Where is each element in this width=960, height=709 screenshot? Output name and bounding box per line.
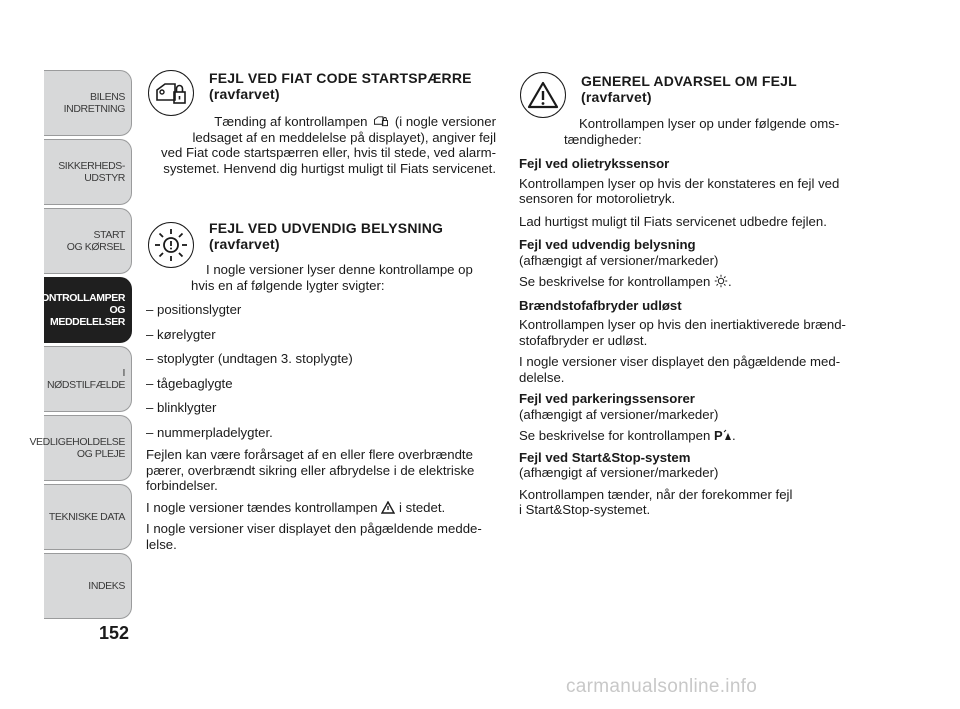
general-warning-icon: [520, 72, 566, 118]
exterior-light-inline-icon: [714, 274, 728, 288]
general-warning-title: GENEREL ADVARSEL OM FEJL (ravfarvet): [581, 73, 797, 105]
tab-sikkerhedsudstyr[interactable]: SIKKERHEDS- UDSTYR: [44, 139, 132, 205]
tab-indeks[interactable]: INDEKS: [44, 553, 132, 619]
tab-bilens-indretning[interactable]: BILENS INDRETNING: [44, 70, 132, 136]
tab-start-og-korsel[interactable]: START OG KØRSEL: [44, 208, 132, 274]
list-item: – positionslygter: [146, 302, 242, 317]
fiat-code-warning-icon: [148, 70, 194, 116]
list-item: – tågebaglygte: [146, 375, 233, 391]
list-item: – blinklygter: [146, 400, 217, 415]
parking-sensor-icon: [714, 428, 732, 442]
fiat-code-body: Tænding af kontrollampen (i nogle versioner ledsaget af en meddelelse på displayet), angiver fejl ved Fiat code startspærren eller, hvis til stede, ved alarm- systemet. Henvend dig hurtigst muligt til Fiats servicenet.: [161, 114, 496, 176]
exterior-lighting-title: FEJL VED UDVENDIG BELYSNING (ravfarvet): [209, 220, 444, 252]
watermark: carmanualsonline.info: [566, 676, 758, 697]
general-warning-body: Kontrollampen lyser op under følgende oms- tændigheder: Fejl ved olietrykssensor Kontrollampen lyser op hvis der konstateres en fejl ved sensoren for motorolietryk. Lad hurtigst muligt til Fiats servicenet udbedre fejlen. Fejl ved udvendig belysning (afhængigt af versioner/markeder) Se beskrivelse for kontrollampen . Brændstofafbryder udløst Kontrollampen lyser op hvis den inertiaktiverede brænd- stofafbryder er udløst. I nogle versioner viser displayet den pågældende med- delelse. Fejl ved parkeringssensorer (afhængigt af versioner/markeder) Se beskrivelse for kontrollampen P . Fejl ved Start&Stop-system (afhængigt af versioner/markeder) Kontrollampen tænder, når der forekommer fejl i Start&Stop-systemet.: [519, 116, 846, 517]
svg-text:P: P: [713, 428, 723, 442]
page-number: 152: [99, 623, 130, 643]
tab-tekniske-data[interactable]: TEKNISKE DATA: [44, 484, 132, 550]
fiat-code-title: FEJL VED FIAT CODE STARTSPÆRRE (ravfarvet): [209, 70, 472, 102]
list-item: – kørelygter: [146, 326, 216, 342]
tab-vedligeholdelse[interactable]: VEDLIGEHOLDELSE OG PLEJE: [44, 415, 132, 481]
tab-i-nodstilfaelde[interactable]: I NØDSTILFÆLDE: [44, 346, 132, 412]
exterior-lighting-body: I nogle versioner lyser denne kontrollampe op hvis en af følgende lygter svigter: – positionslygter – kørelygter – stoplygter (undtagen 3. stoplygte) – tågebaglygte – blinklygter – nummerpladelygter. Fejlen kan være forårsaget af en eller flere overbrændte pærer, overbrændt sikring eller afbrydelse i de elektriske forbindelser. I nogle versioner tændes kontrollampen i stedet. I nogle versioner viser displayet den pågældende medde- lelse.: [146, 262, 496, 552]
fiat-code-inline-icon: [371, 114, 391, 128]
warning-triangle-icon: [381, 501, 395, 514]
list-item: – stoplygter (undtagen 3. stoplygte): [146, 351, 353, 366]
tab-kontrollamper[interactable]: KONTROLLAMPER OG MEDDELELSER: [44, 277, 132, 343]
list-item: – nummerpladelygter.: [146, 424, 273, 440]
